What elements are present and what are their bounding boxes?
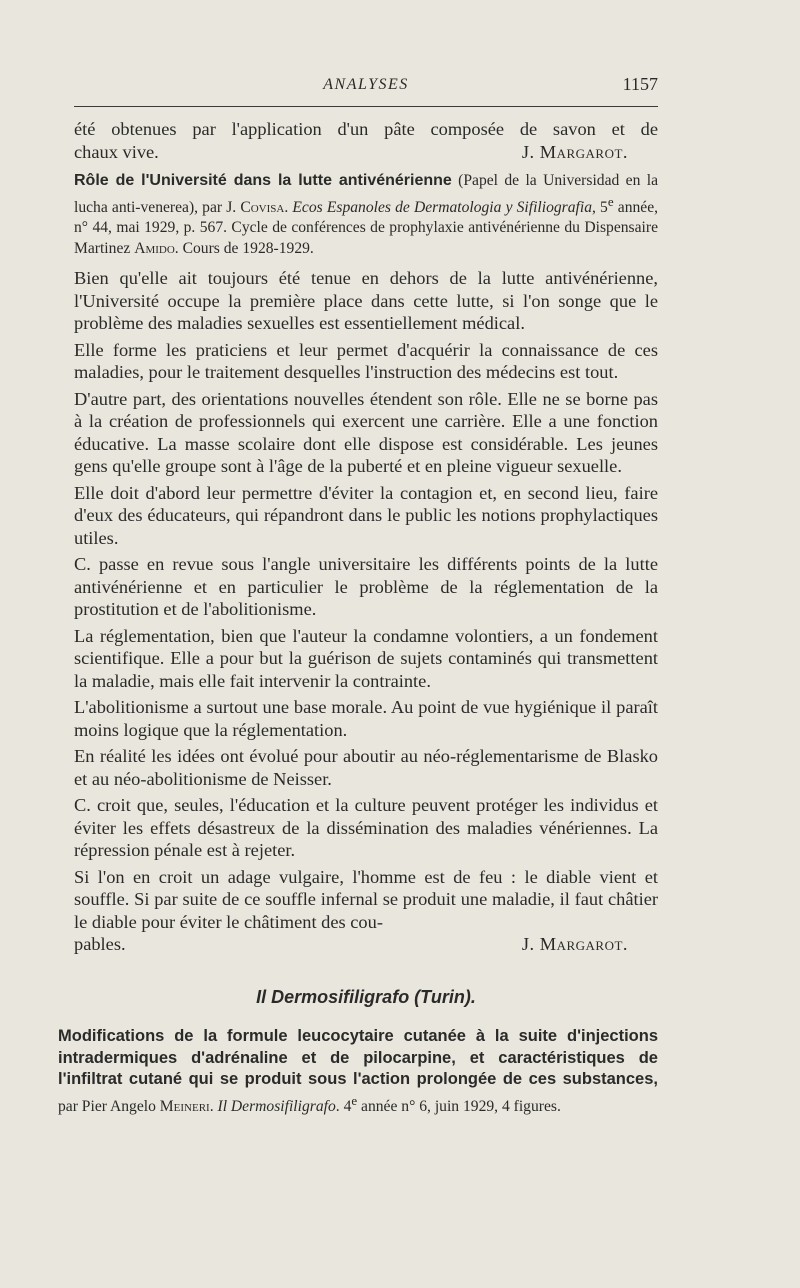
author-signature: J. Margarot. <box>521 141 628 162</box>
reference-text: . <box>284 198 293 216</box>
reference-text: . <box>209 1097 218 1115</box>
reference-name: Amido <box>134 239 175 257</box>
reference-text: année n° 6, juin 1929, 4 figures. <box>357 1097 561 1115</box>
article-closing <box>74 933 658 956</box>
paragraph: C. croit que, seules, l'éducation et la culture peuvent protéger les individus et éviter les effets désastreux de la dissémination des maladies vénériennes. La répression pénale est à rejeter. <box>74 795 658 861</box>
reference-text: par Pier Angelo <box>58 1097 160 1115</box>
reference-journal: Il Dermosifiligrafo <box>217 1097 336 1115</box>
reference-text: année, n° 44, mai 1929, p. 567. Cycle de conférences de prophylaxie antivénérienne du Dispensaire Martinez <box>74 198 659 257</box>
paragraph: L'abolitionisme a surtout une base morale. Au point de vue hygiénique il paraît moins logique que la réglementation. <box>74 697 658 740</box>
page-header <box>74 72 658 107</box>
paragraph: C. passe en revue sous l'angle universitaire les différents points de la lutte antivénérienne et en particulier le problème de la réglementation de la prostitution et de l'abolitionisme. <box>74 554 658 620</box>
reference-superscript: e <box>607 193 614 209</box>
article-paragraphs <box>74 267 658 862</box>
running-title: ANALYSES <box>323 76 409 93</box>
previous-article-line: été obtenues par l'application d'un pâte composée de savon et de <box>74 119 658 139</box>
previous-article-ending <box>74 118 658 163</box>
paragraph: Elle forme les praticiens et leur permet d'acquérir la connaissance de ces maladies, pour le traitement desquelles l'instruction des médecins est tout. <box>74 339 658 383</box>
paragraph-end: pables. <box>74 934 126 955</box>
page-number: 1157 <box>622 74 658 94</box>
author-signature: J. Margarot. <box>521 934 628 955</box>
paragraph: Elle doit d'abord leur permettre d'éviter la contagion et, en second lieu, faire d'eux des éducateurs, qui répandront dans le public les notions prophylactiques utiles. <box>74 482 658 548</box>
paragraph: La réglementation, bien que l'auteur la condamne volontiers, a un fondement scientifique. Elle a pour but la guérison de sujets contaminés qui transmettent la maladie, mais elle fait intervenir la contrainte. <box>74 625 658 691</box>
page-body <box>58 118 659 1117</box>
reference-text: . 4 <box>335 1097 352 1115</box>
reference-text: (Papel de la Universidad en la lucha anti-venerea), par <box>74 172 658 216</box>
article-reference <box>74 171 658 259</box>
paragraph: Bien qu'elle ait toujours été tenue en dehors de la lutte antivénérienne, l'Université occupe la première place dans cette lutte, si l'on songe que le problème des maladies sexuelles est essentiellement médical. <box>74 268 658 334</box>
article-reference <box>58 1026 658 1117</box>
article-last-paragraph <box>74 866 658 956</box>
previous-article-line: chaux vive. <box>74 141 159 162</box>
reference-text: . Cours de 1928-1929. <box>174 239 314 257</box>
journal-heading: Il Dermosifiligrafo (Turin). <box>256 986 476 1007</box>
paragraph: En réalité les idées ont évolué pour aboutir au néo-réglementarisme de Blasko et au néo-abolitionisme de Neisser. <box>74 746 658 789</box>
reference-text: , 5 <box>592 198 608 216</box>
reference-author: J. Covisa <box>226 198 285 216</box>
article-review <box>74 171 658 956</box>
reference-superscript: e <box>351 1092 358 1108</box>
reference-author: Meineri <box>159 1097 210 1115</box>
paragraph: D'autre part, des orientations nouvelles étendent son rôle. Elle ne se borne pas à la création de professionnels qui exercent une carrière. Elle a une fonction éducative. La masse scolaire dont elle dispose est considérable. Les jeunes gens qu'elle groupe sont à l'âge de la puberté et en pleine vigueur sexuelle. <box>74 388 658 477</box>
article-title: Modifications de la formule leucocytaire cutanée à la suite d'injections intradermiques d'adrénaline et de pilocarpine, et caractéristiques de l'infiltrat cutané qui se produit sous l'action prolongée de ces substances, <box>58 1027 658 1089</box>
reference-journal: Ecos Espanoles de Dermatologia y Sifiliografia <box>292 198 593 216</box>
paragraph: Si l'on en croit un adage vulgaire, l'homme est de feu : le diable vient et souffle. Si par suite de ce souffle infernal se produit une maladie, il faut châtier le diable pour éviter le châtiment des cou- <box>74 866 658 932</box>
article-title: Rôle de l'Université dans la lutte antivénérienne <box>74 172 452 189</box>
previous-article-closing <box>74 141 658 164</box>
